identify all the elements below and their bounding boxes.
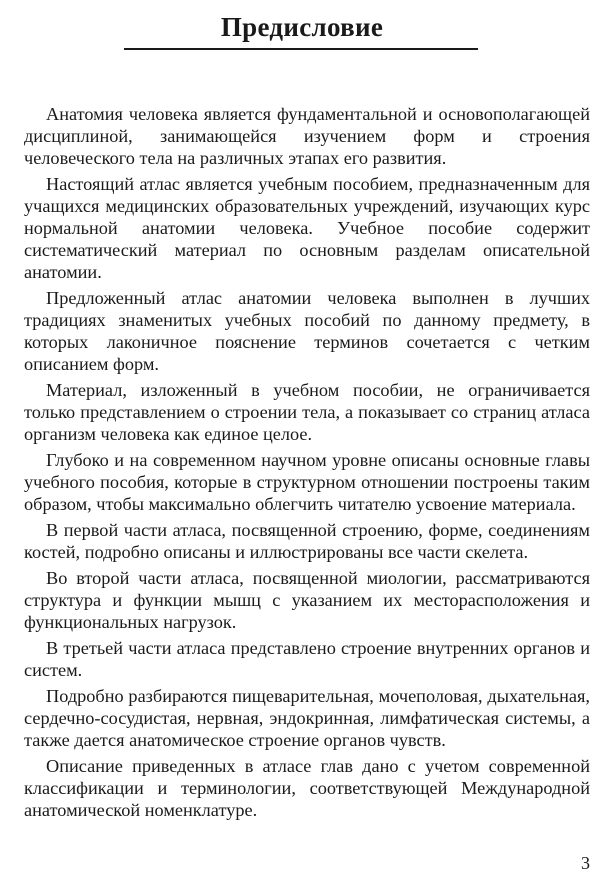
paragraph-7: Во второй части атласа, посвященной миологии, рассматриваются структура и функции мышц с указанием их месторасположения и функциональных нагрузок.	[24, 568, 590, 632]
paragraph-1: Анатомия человека является фундаментальной и основополагающей дисциплиной, занимающейся изучением форм и строения человеческого тела на различных этапах его развития.	[24, 104, 590, 168]
paragraph-8: В третьей части атласа представлено строение внутренних органов и систем.	[24, 638, 590, 680]
paragraph-6: В первой части атласа, посвященной строению, форме, соединениям костей, подробно описаны и иллюстрированы все части скелета.	[24, 520, 590, 562]
paragraph-10: Описание приведенных в атласе глав дано с учетом современной классификации и терминологии, соответствующей Международной анатомической номенклатуре.	[24, 756, 590, 820]
paragraph-2: Настоящий атлас является учебным пособием, предназначенным для учащихся медицинских образовательных учреждений, изучающих курс нормальной анатомии человека. Учебное пособие содержит систематический материал по основным разделам описательной анатомии.	[24, 174, 590, 282]
paragraph-5: Глубоко и на современном научном уровне описаны основные главы учебного пособия, которые в структурном отношении построены таким образом, чтобы максимально облегчить читателю усвоение материала.	[24, 450, 590, 514]
paragraph-3: Предложенный атлас анатомии человека выполнен в лучших традициях знаменитых учебных пособий по данному предмету, в которых лаконичное пояснение терминов сочетается с четким описанием форм.	[24, 288, 590, 374]
title-underline	[124, 48, 478, 50]
page-number: 3	[581, 853, 590, 873]
preface-body	[24, 103, 590, 825]
page-title: Предисловие	[220, 12, 384, 42]
paragraph-4: Материал, изложенный в учебном пособии, не ограничивается только представлением о строении тела, а показывает со страниц атласа организм человека как единое целое.	[24, 380, 590, 444]
paragraph-9: Подробно разбираются пищеварительная, мочеполовая, дыхательная, сердечно-сосудистая, нервная, эндокринная, лимфатическая системы, а также дается анатомическое строение органов чувств.	[24, 686, 590, 750]
